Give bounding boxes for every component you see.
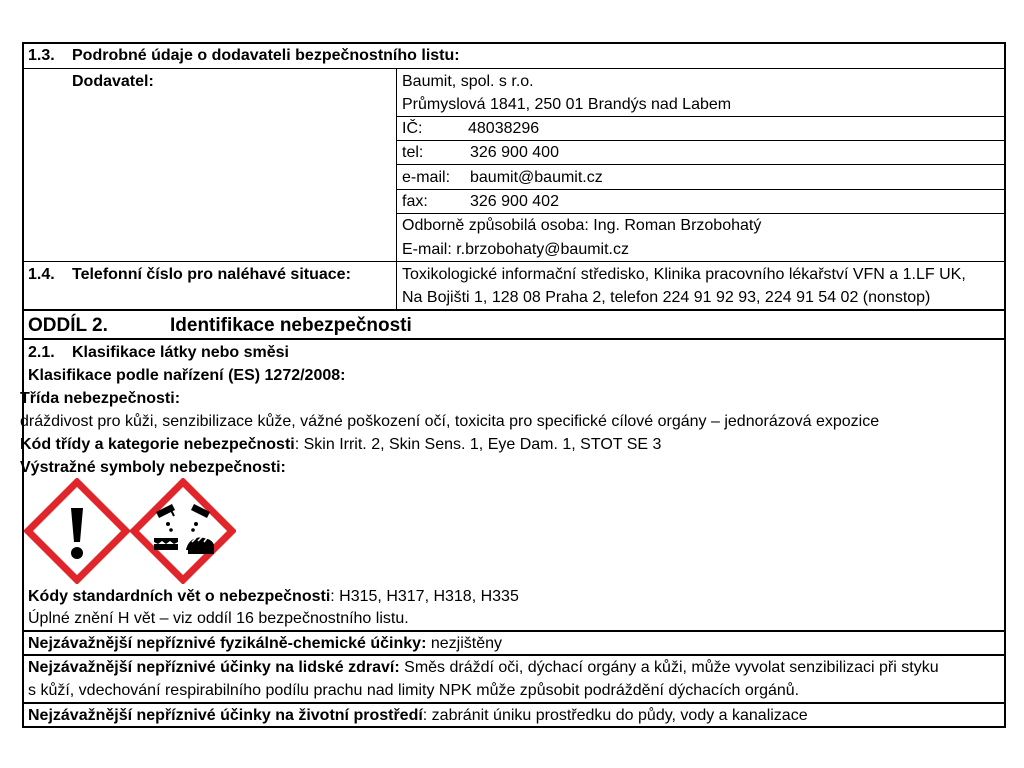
hazard-code-value: : Skin Irrit. 2, Skin Sens. 1, Eye Dam. 1, STOT SE 3 [294, 436, 662, 453]
physical-chemical-effects [28, 634, 502, 654]
environment-effects-label: Nejzávažnější nepříznivé účinky na životní prostředí [28, 707, 423, 724]
tel-row [402, 143, 559, 163]
row-divider [396, 189, 1006, 190]
hazard-code-row [20, 435, 661, 455]
row-divider [396, 213, 1006, 214]
section-number: 1.4. [28, 266, 55, 283]
h-statements-reference: Úplné znění H vět – viz oddíl 16 bezpečnostního listu. [28, 610, 409, 627]
table-left-border [22, 42, 24, 728]
hazard-symbols-title: Výstražné symboly nebezpečnosti: [20, 459, 286, 476]
company-address: Průmyslová 1841, 250 01 Brandýs nad Labem [402, 96, 732, 113]
responsible-person-email: E-mail: r.brzobohaty@baumit.cz [402, 241, 629, 258]
section-title: Podrobné údaje o dodavateli bezpečnostního listu: [72, 47, 460, 64]
fax-label: fax: [402, 193, 428, 210]
section-2-label: ODDÍL 2. [28, 315, 108, 336]
email-label: e-mail: [402, 169, 451, 186]
section-number: 1.3. [28, 47, 55, 64]
section-title: Telefonní číslo pro naléhavé situace: [72, 266, 351, 283]
emergency-line-1: Toxikologické informační středisko, Klinika pracovního lékařství VFN a 1.LF UK, [402, 266, 966, 283]
hazard-class-text: dráždivost pro kůži, senzibilizace kůže, vážné poškození očí, toxicita pro specifické cílové orgány – jednorázová expozice [20, 413, 880, 430]
row-divider [22, 702, 1006, 704]
emergency-line-2: Na Bojišti 1, 128 08 Praha 2, telefon 224 91 92 93, 224 91 54 02 (nonstop) [402, 289, 931, 306]
row-divider [22, 68, 1006, 69]
section-1-4-heading [28, 265, 351, 285]
email-value: baumit@baumit.cz [470, 169, 603, 186]
responsible-person: Odborně způsobilá osoba: Ing. Roman Brzobohatý [402, 217, 762, 234]
exclamation-mark-icon [24, 478, 130, 584]
section-1-3-heading [28, 46, 460, 66]
section-title: Klasifikace látky nebo směsi [72, 344, 289, 361]
section-2-1-heading [28, 343, 289, 363]
section-2-heading [28, 314, 412, 338]
ic-label: IČ: [402, 120, 423, 137]
physical-chemical-value: nezjištěny [426, 635, 502, 652]
hazard-statements-row [28, 587, 519, 607]
health-effects-line-2: s kůží, vdechování respirabilního podílu prachu nad limity NPK může způsobit podráždění dýchacích orgánů. [28, 682, 800, 699]
table-bottom-border [22, 726, 1006, 728]
hazard-class-title: Třída nebezpečnosti: [20, 390, 181, 407]
row-divider [396, 116, 1006, 117]
environment-effects [28, 706, 808, 726]
hazard-statements-label: Kódy standardních vět o nebezpečnosti [28, 588, 331, 605]
tel-label: tel: [402, 144, 424, 161]
supplier-label: Dodavatel: [72, 73, 154, 90]
corrosion-icon [130, 478, 236, 584]
ic-row [402, 119, 539, 139]
email-row [402, 168, 603, 188]
row-divider [22, 654, 1006, 656]
section-2-title: Identifikace nebezpečnosti [170, 315, 412, 336]
table-right-border [1004, 42, 1006, 728]
health-effects-label: Nejzávažnější nepříznivé účinky na lidské zdraví: [28, 659, 400, 676]
row-divider [396, 140, 1006, 141]
company-name: Baumit, spol. s r.o. [402, 73, 534, 90]
table-top-border [22, 42, 1006, 44]
regulation-title: Klasifikace podle nařízení (ES) 1272/2008: [28, 367, 346, 384]
row-divider [396, 164, 1006, 165]
hazard-statements-value: : H315, H317, H318, H335 [330, 588, 519, 605]
section-divider [22, 338, 1006, 340]
environment-effects-value: : zabránit úniku prostředku do půdy, vody a kanalizace [422, 707, 808, 724]
hazard-code-label: Kód třídy a kategorie nebezpečnosti [20, 436, 295, 453]
row-divider [22, 630, 1006, 632]
ic-value: 48038296 [468, 120, 540, 137]
fax-row [402, 192, 559, 212]
section-number: 2.1. [28, 344, 55, 361]
health-effects-line-1 [28, 658, 939, 678]
physical-chemical-label: Nejzávažnější nepříznivé fyzikálně-chemické účinky: [28, 635, 427, 652]
row-divider [22, 261, 1006, 262]
health-effects-value: Směs dráždí oči, dýchací orgány a kůži, může vyvolat senzibilizaci při styku [399, 659, 939, 676]
section-divider [22, 309, 1006, 311]
tel-value: 326 900 400 [470, 144, 559, 161]
fax-value: 326 900 402 [470, 193, 559, 210]
